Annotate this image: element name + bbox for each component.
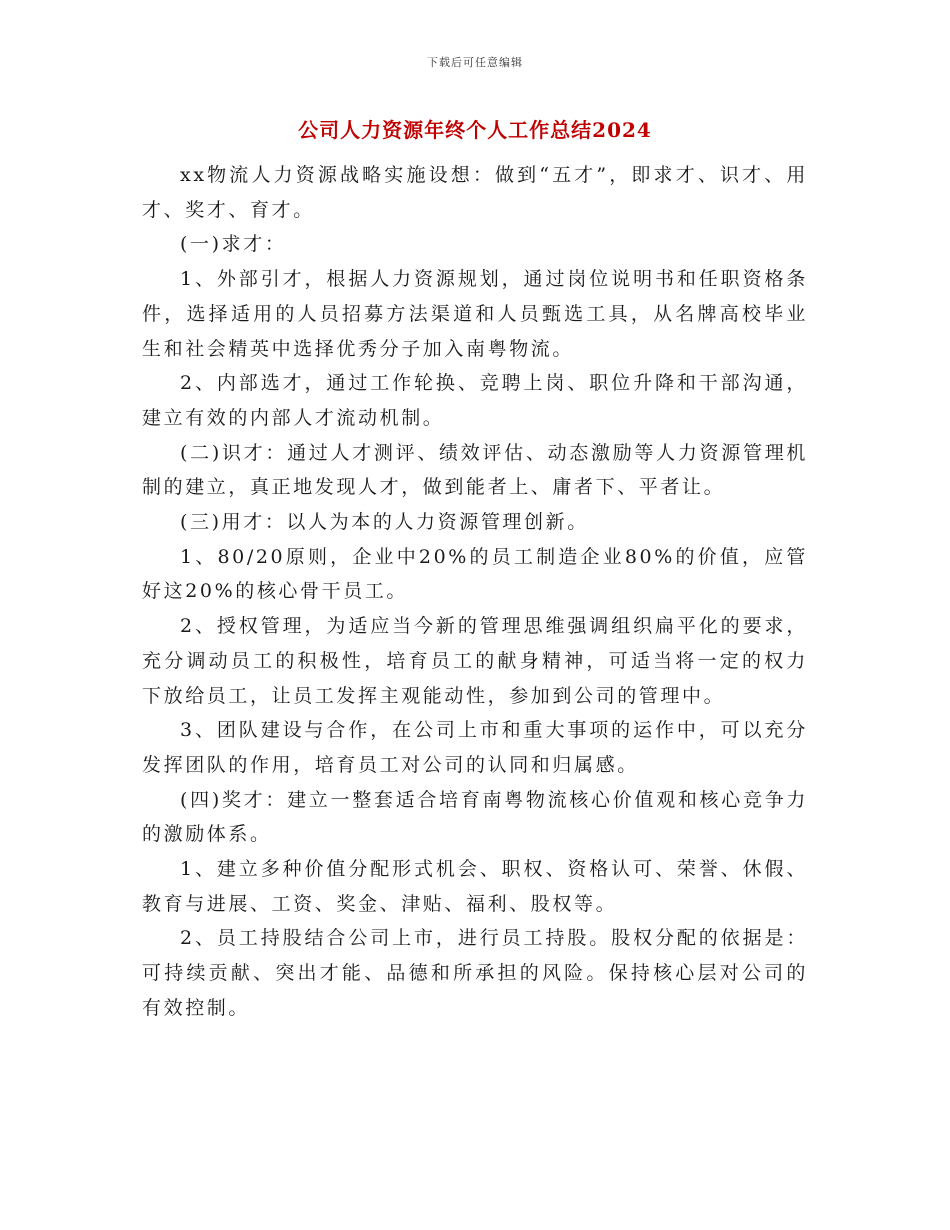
paragraph-teamwork: 3、团队建设与合作，在公司上市和重大事项的运作中，可以充分发挥团队的作用，培育员工对公司的认同和归属感。 — [142, 719, 808, 776]
paragraph-employee-shares: 2、员工持股结合公司上市，进行员工持股。股权分配的依据是：可持续贡献、突出才能、品德和所承担的风险。保持核心层对公司的有效控制。 — [142, 927, 808, 1019]
paragraph-external-recruitment: 1、外部引才，根据人力资源规划，通过岗位说明书和任职资格条件，选择适用的人员招募方法渠道和人员甄选工具，从名牌高校毕业生和社会精英中选择优秀分子加入南粤物流。 — [142, 268, 808, 360]
paragraph-value-distribution: 1、建立多种价值分配形式机会、职权、资格认可、荣誉、休假、教育与进展、工资、奖金、津贴、福利、股权等。 — [142, 858, 808, 915]
paragraph-section-4-reward: (四)奖才：建立一整套适合培育南粤物流核心价值观和核心竞争力的激励体系。 — [142, 788, 808, 846]
paragraph-intro: xx物流人力资源战略实施设想：做到“五才”，即求才、识才、用才、奖才、育才。 — [142, 164, 808, 221]
document-body — [142, 158, 808, 1026]
paragraph-internal-selection: 2、内部选才，通过工作轮换、竞聘上岗、职位升降和干部沟通，建立有效的内部人才流动机制。 — [142, 372, 808, 429]
paragraph-delegation: 2、授权管理，为适应当今新的管理思维强调组织扁平化的要求，充分调动员工的积极性，培育员工的献身精神，可适当将一定的权力下放给员工，让员工发挥主观能动性，参加到公司的管理中。 — [142, 615, 808, 707]
paragraph-section-3-heading: (三)用才：以人为本的人力资源管理创新。 — [180, 511, 589, 534]
document-title: 公司人力资源年终个人工作总结2024 — [298, 118, 652, 142]
paragraph-section-2-identify: (二)识才：通过人才测评、绩效评估、动态激励等人力资源管理机制的建立，真正地发现人才，做到能者上、庸者下、平者让。 — [142, 441, 808, 499]
paragraph-section-1-heading: (一)求才： — [180, 233, 287, 256]
paragraph-80-20-principle: 1、80/20原则，企业中20%的员工制造企业80%的价值，应管好这20%的核心骨干员工。 — [142, 545, 808, 603]
header-note: 下载后可任意编辑 — [427, 56, 523, 69]
